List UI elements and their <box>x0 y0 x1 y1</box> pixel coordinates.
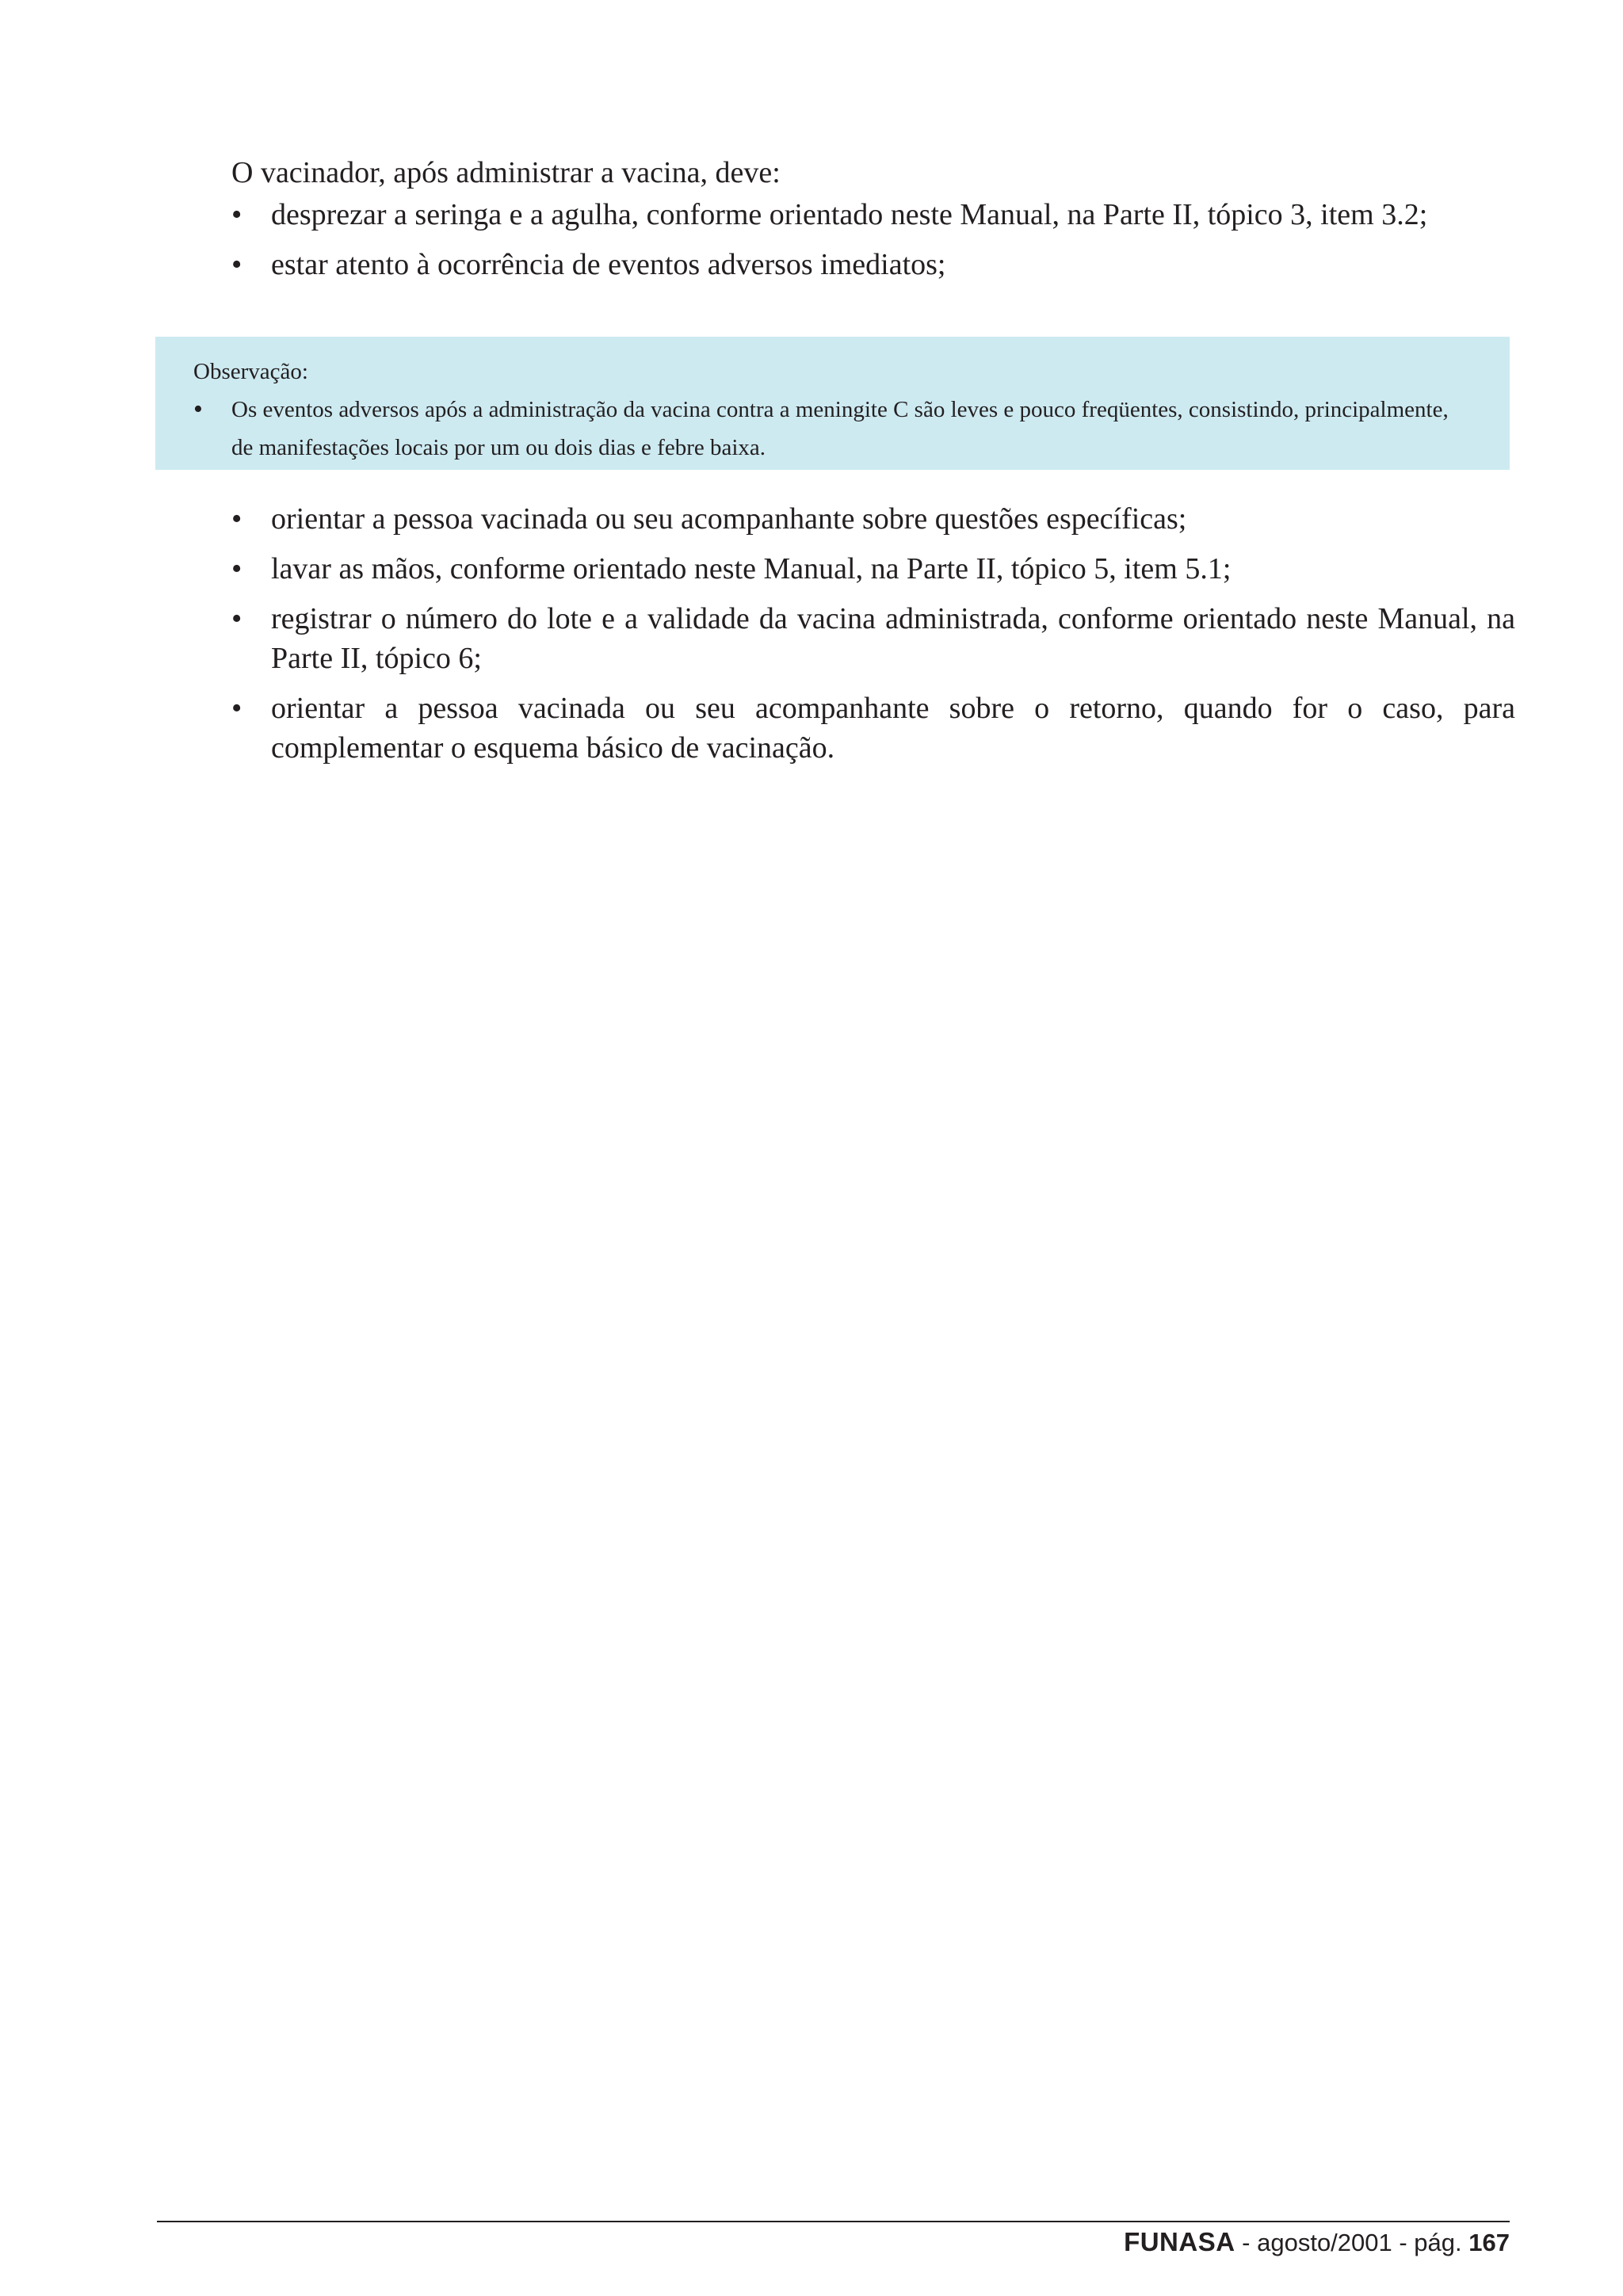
bullet-icon: • <box>231 502 242 536</box>
list-item-text: registrar o número do lote e a validade da vacina administrada, conforme orientado neste Manual, na Parte II, tópico 6; <box>271 602 1515 675</box>
list-item <box>231 195 1515 235</box>
list-item <box>231 549 1515 589</box>
steps-list-before <box>231 195 1515 295</box>
page-number: 167 <box>1468 2229 1510 2256</box>
observation-item <box>193 391 1470 467</box>
observation-text: Os eventos adversos após a administração da vacina contra a meningite C são leves e pouco freqüentes, consistindo, principalmente, de manifestações locais por um ou dois dias e febre baixa. <box>231 397 1449 460</box>
bullet-icon: • <box>231 198 242 231</box>
list-item <box>231 599 1515 678</box>
bullet-icon: • <box>193 395 203 424</box>
list-item-text: lavar as mãos, conforme orientado neste Manual, na Parte II, tópico 5, item 5.1; <box>271 552 1232 585</box>
bullet-icon: • <box>231 248 242 281</box>
intro-paragraph: O vacinador, após administrar a vacina, deve: <box>231 156 781 189</box>
observation-box <box>155 337 1510 470</box>
list-item-text: desprezar a seringa e a agulha, conforme orientado neste Manual, na Parte II, tópico 3, item 3.2; <box>271 198 1428 231</box>
bullet-icon: • <box>231 602 242 635</box>
bullet-icon: • <box>231 692 242 725</box>
list-item <box>231 499 1515 539</box>
observation-title: Observação: <box>193 359 308 384</box>
list-item-text: orientar a pessoa vacinada ou seu acompanhante sobre questões específicas; <box>271 502 1187 536</box>
footer-divider <box>157 2221 1510 2222</box>
list-item <box>231 245 1515 284</box>
bullet-icon: • <box>231 552 242 585</box>
footer-org: FUNASA <box>1124 2227 1235 2256</box>
list-item <box>231 688 1515 768</box>
list-item-text: orientar a pessoa vacinada ou seu acompanhante sobre o retorno, quando for o caso, para complementar o esquema básico de vacinação. <box>271 692 1515 765</box>
steps-list-after <box>231 499 1515 778</box>
footer-date: - agosto/2001 - pág. <box>1235 2229 1469 2256</box>
page-footer <box>1124 2226 1510 2259</box>
list-item-text: estar atento à ocorrência de eventos adversos imediatos; <box>271 248 946 281</box>
